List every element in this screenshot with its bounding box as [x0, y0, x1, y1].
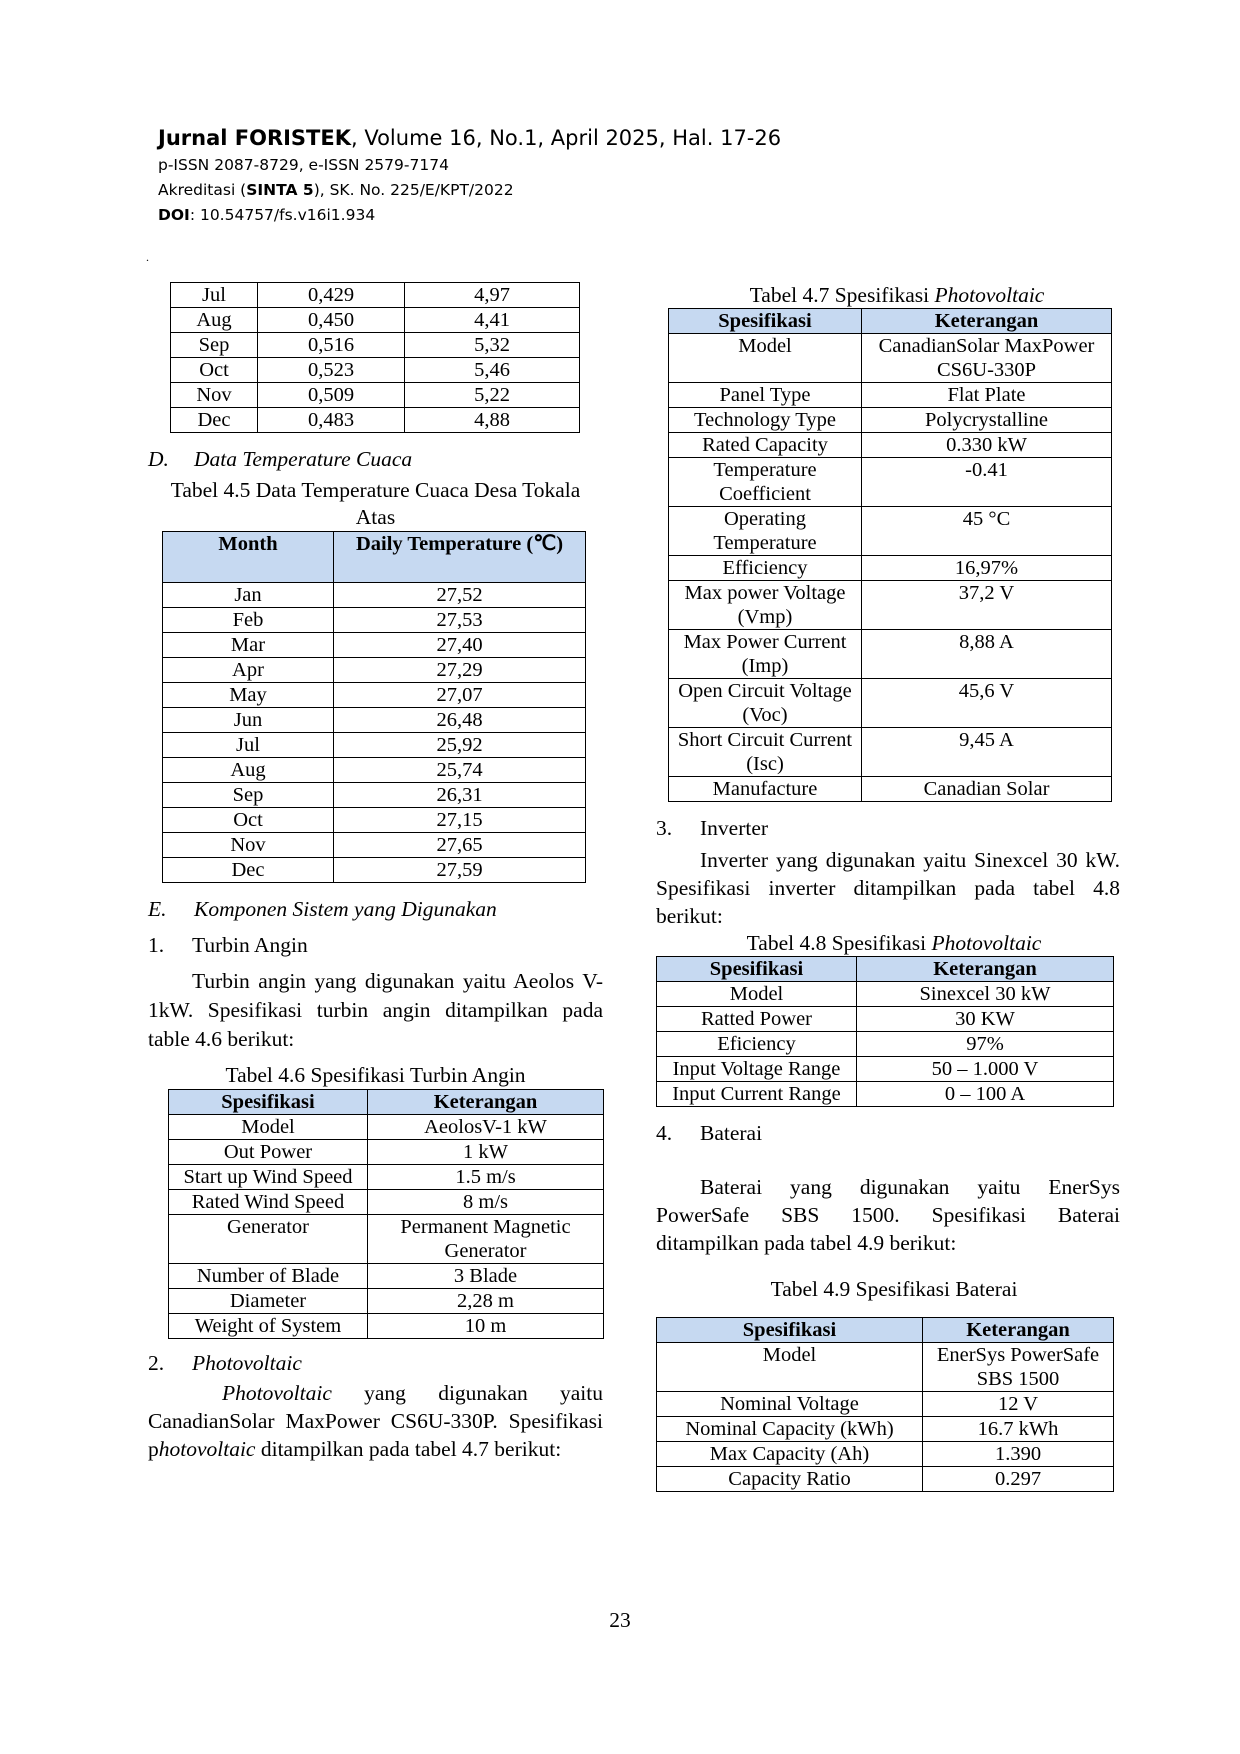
- turbin-paragraph: Turbin angin yang digunakan yaitu Aeolos V- 1kW. Spesifikasi turbin angin ditampilkan pada table 4.6 berikut:: [148, 969, 603, 1051]
- table-cell: Nominal Capacity (kWh): [657, 1417, 923, 1442]
- table-cell: 37,2 V: [862, 581, 1112, 630]
- table-cell: Jan: [163, 583, 334, 608]
- table-cell: Sep: [163, 783, 334, 808]
- table-cell: Nov: [163, 833, 334, 858]
- table-row: [169, 1140, 604, 1165]
- table-row: [669, 458, 1112, 507]
- table-cell: 27,29: [334, 658, 586, 683]
- table48-caption: Tabel 4.8 Spesifikasi Photovoltaic: [746, 931, 1042, 955]
- table46: Spesifikasi Keterangan Model AeolosV-1 kW Out Power 1 kW Start up Wind Speed 1.5 m/s Rated Wind Speed 8 m/s Generator Permanent Magnetic Generator Number of Blade 3 Blade Diameter 2,28 m Weight of System 10 m: [168, 1089, 604, 1339]
- table-cell: Start up Wind Speed: [169, 1165, 368, 1190]
- table-cell: Jul: [163, 733, 334, 758]
- table-cell: Capacity Ratio: [657, 1467, 923, 1492]
- inverter-paragraph: Inverter yang digunakan yaitu Sinexcel 30 kW. Spesifikasi inverter ditampilkan pada tabel 4.8 berikut:: [656, 848, 1120, 928]
- table-cell: 45,6 V: [862, 679, 1112, 728]
- table-row: [169, 1289, 604, 1314]
- table-cell: 27,65: [334, 833, 586, 858]
- table-cell: Flat Plate: [862, 383, 1112, 408]
- section-e-heading: E. Komponen Sistem yang Digunakan: [148, 897, 497, 921]
- baterai-heading: 4. Baterai: [656, 1121, 763, 1145]
- table-cell: 5,32: [405, 333, 580, 358]
- table-cell: 12 V: [923, 1392, 1114, 1417]
- table-row: [171, 283, 580, 308]
- table48: Spesifikasi Keterangan Model Sinexcel 30 kW Ratted Power 30 KW Eficiency 97% Input Voltage Range 50 – 1.000 V Input Current Range 0 – 100 A: [656, 956, 1114, 1107]
- table-cell: Model: [657, 982, 857, 1007]
- journal-volume: , Volume 16, No.1, April 2025, Hal. 17-26: [351, 126, 782, 150]
- table-cell: Aug: [163, 758, 334, 783]
- table-cell: 1.5 m/s: [368, 1165, 604, 1190]
- table-row: [163, 583, 586, 608]
- inverter-heading: 3. Inverter: [656, 816, 769, 840]
- table-cell: 5,22: [405, 383, 580, 408]
- table-cell: Aug: [171, 308, 258, 333]
- table-cell: Input Voltage Range: [657, 1057, 857, 1082]
- table-row: [657, 1343, 1114, 1392]
- table-row: [169, 1264, 604, 1289]
- table-cell: Polycrystalline: [862, 408, 1112, 433]
- table-cell: Max Capacity (Ah): [657, 1442, 923, 1467]
- table-cell: Max Power Current (Imp): [669, 630, 862, 679]
- table-cell: 0,509: [258, 383, 405, 408]
- table-cell: Jul: [171, 283, 258, 308]
- table-row: [163, 858, 586, 883]
- table47-caption: Tabel 4.7 Spesifikasi Photovoltaic: [749, 283, 1045, 307]
- table-cell: Max power Voltage (Vmp): [669, 581, 862, 630]
- table-cell: 27,53: [334, 608, 586, 633]
- table-cell: 16.7 kWh: [923, 1417, 1114, 1442]
- table-cell: 0,429: [258, 283, 405, 308]
- table-cell: Manufacture: [669, 777, 862, 802]
- table-row: [657, 1467, 1114, 1492]
- table45-header-month: Month: [163, 532, 334, 583]
- table-cell: Number of Blade: [169, 1264, 368, 1289]
- table-row: [657, 1082, 1114, 1107]
- table-continued: [170, 282, 580, 433]
- table-row: [171, 308, 580, 333]
- pv-heading: 2. Photovoltaic: [148, 1351, 302, 1375]
- table-row: [163, 608, 586, 633]
- left-column: [148, 282, 603, 1463]
- table-row: [657, 1057, 1114, 1082]
- table45: [162, 531, 586, 883]
- table-cell: 2,28 m: [368, 1289, 604, 1314]
- table-cell: Model: [657, 1343, 923, 1392]
- table-cell: Apr: [163, 658, 334, 683]
- table-cell: 97%: [857, 1032, 1114, 1057]
- table-cell: Efficiency: [669, 556, 862, 581]
- table-row: [669, 383, 1112, 408]
- table-cell: Jun: [163, 708, 334, 733]
- table-cell: 0.297: [923, 1467, 1114, 1492]
- doi: DOI: 10.54757/fs.v16i1.934: [158, 206, 376, 224]
- table-row: [669, 507, 1112, 556]
- table-cell: 50 – 1.000 V: [857, 1057, 1114, 1082]
- table-cell: 4,97: [405, 283, 580, 308]
- table-row: [669, 334, 1112, 383]
- table-cell: Eficiency: [657, 1032, 857, 1057]
- table-cell: Ratted Power: [657, 1007, 857, 1032]
- table-cell: 0 – 100 A: [857, 1082, 1114, 1107]
- table-cell: Technology Type: [669, 408, 862, 433]
- table-cell: AeolosV-1 kW: [368, 1115, 604, 1140]
- table-cell: 10 m: [368, 1314, 604, 1339]
- table-cell: Nov: [171, 383, 258, 408]
- table-cell: 27,59: [334, 858, 586, 883]
- table-cell: -0.41: [862, 458, 1112, 507]
- table-cell: Model: [169, 1115, 368, 1140]
- table-cell: 27,07: [334, 683, 586, 708]
- table45-caption: Tabel 4.5 Data Temperature Cuaca Desa Tokala Atas: [170, 478, 581, 529]
- table46-caption: Tabel 4.6 Spesifikasi Turbin Angin: [225, 1063, 526, 1087]
- table-row: [657, 1032, 1114, 1057]
- table-cell: Oct: [163, 808, 334, 833]
- table-cell: Input Current Range: [657, 1082, 857, 1107]
- table-cell: Oct: [171, 358, 258, 383]
- table-cell: 30 KW: [857, 1007, 1114, 1032]
- table-cell: Model: [669, 334, 862, 383]
- table45-header-temp: Daily Temperature (℃): [334, 532, 586, 583]
- table-cell: Open Circuit Voltage (Voc): [669, 679, 862, 728]
- table-row: [171, 383, 580, 408]
- table-cell: 26,31: [334, 783, 586, 808]
- table-cell: 0,523: [258, 358, 405, 383]
- table-cell: 9,45 A: [862, 728, 1112, 777]
- table-cell: Dec: [163, 858, 334, 883]
- pv-paragraph: Photovoltaic yang digunakan yaitu CanadianSolar MaxPower CS6U-330P. Spesifikasi photovoltaic ditampilkan pada tabel 4.7 berikut:: [148, 1381, 603, 1461]
- table-cell: Feb: [163, 608, 334, 633]
- table-cell: 25,92: [334, 733, 586, 758]
- table-row: [669, 777, 1112, 802]
- table-row: [171, 408, 580, 433]
- table-cell: 27,52: [334, 583, 586, 608]
- table-cell: Mar: [163, 633, 334, 658]
- table-row: [657, 1392, 1114, 1417]
- table-cell: Weight of System: [169, 1314, 368, 1339]
- table-cell: 25,74: [334, 758, 586, 783]
- table-row: [669, 581, 1112, 630]
- table-cell: 8 m/s: [368, 1190, 604, 1215]
- table-cell: Temperature Coefficient: [669, 458, 862, 507]
- table-cell: Operating Temperature: [669, 507, 862, 556]
- table-row: [171, 358, 580, 383]
- table-row: [169, 1190, 604, 1215]
- table-row: [163, 658, 586, 683]
- table-cell: 3 Blade: [368, 1264, 604, 1289]
- table-cell: Canadian Solar: [862, 777, 1112, 802]
- table-cell: May: [163, 683, 334, 708]
- table-row: [171, 333, 580, 358]
- baterai-paragraph: Baterai yang digunakan yaitu EnerSys PowerSafe SBS 1500. Spesifikasi Baterai ditampilkan pada tabel 4.9 berikut:: [656, 1175, 1120, 1255]
- table-cell: 45 °C: [862, 507, 1112, 556]
- table-cell: 1 kW: [368, 1140, 604, 1165]
- accreditation: Akreditasi (SINTA 5), SK. No. 225/E/KPT/2022: [158, 181, 514, 199]
- table-row: [669, 433, 1112, 458]
- table-cell: 0,516: [258, 333, 405, 358]
- table-cell: EnerSys PowerSafe SBS 1500: [923, 1343, 1114, 1392]
- journal-name: Jurnal FORISTEK: [158, 126, 351, 150]
- table-row: [163, 783, 586, 808]
- journal-title: [158, 126, 781, 150]
- table-cell: Sinexcel 30 kW: [857, 982, 1114, 1007]
- right-column: [656, 282, 1124, 1492]
- table-cell: Rated Capacity: [669, 433, 862, 458]
- table-row: [669, 556, 1112, 581]
- section-d-heading: D. Data Temperature Cuaca: [148, 447, 413, 471]
- table-cell: 1.390: [923, 1442, 1114, 1467]
- table-cell: 26,48: [334, 708, 586, 733]
- table-row: [169, 1314, 604, 1339]
- table49: Spesifikasi Keterangan Model EnerSys PowerSafe SBS 1500 Nominal Voltage 12 V Nominal Capacity (kWh) 16.7 kWh Max Capacity (Ah) 1.390 Capacity Ratio 0.297: [656, 1317, 1114, 1492]
- table-row: [669, 630, 1112, 679]
- table-row: [163, 758, 586, 783]
- table-cell: Out Power: [169, 1140, 368, 1165]
- table-cell: Permanent Magnetic Generator: [368, 1215, 604, 1264]
- table-cell: Dec: [171, 408, 258, 433]
- table-cell: 27,15: [334, 808, 586, 833]
- table-cell: 27,40: [334, 633, 586, 658]
- table-cell: Sep: [171, 333, 258, 358]
- table-row: [163, 708, 586, 733]
- table-cell: 4,41: [405, 308, 580, 333]
- stray-dot: .: [146, 250, 149, 264]
- table-row: [169, 1165, 604, 1190]
- table-cell: 4,88: [405, 408, 580, 433]
- table-cell: Panel Type: [669, 383, 862, 408]
- table-row: [657, 1007, 1114, 1032]
- table-cell: 0.330 kW: [862, 433, 1112, 458]
- table-cell: 8,88 A: [862, 630, 1112, 679]
- table-cell: 16,97%: [862, 556, 1112, 581]
- table-cell: 0,450: [258, 308, 405, 333]
- table-cell: 0,483: [258, 408, 405, 433]
- table-row: [163, 683, 586, 708]
- table-row: [657, 1442, 1114, 1467]
- table-cell: CanadianSolar MaxPower CS6U-330P: [862, 334, 1112, 383]
- turbin-heading: 1. Turbin Angin: [148, 933, 308, 957]
- table-row: [669, 679, 1112, 728]
- issn: p-ISSN 2087-8729, e-ISSN 2579-7174: [158, 156, 449, 174]
- table-row: [669, 408, 1112, 433]
- table-row: [169, 1215, 604, 1264]
- table49-caption: Tabel 4.9 Spesifikasi Baterai: [770, 1277, 1018, 1301]
- table47: Spesifikasi Keterangan Model CanadianSolar MaxPower CS6U-330P Panel Type Flat Plate Technology Type Polycrystalline Rated Capacity 0.330 kW Temperature Coefficient -0.41 Operating Temperature 45 °C Efficiency 16,97% Max power Voltage (Vmp) 37,2 V Max Power Current (Imp) 8,88 A Open Circuit Voltage (Voc) 45,6 V Short Circuit Current (Isc) 9,45 A Manufacture Canadian Solar: [668, 308, 1112, 802]
- table-row: [669, 728, 1112, 777]
- table-cell: Rated Wind Speed: [169, 1190, 368, 1215]
- table-row: [169, 1115, 604, 1140]
- page-number: 23: [609, 1608, 631, 1632]
- table-row: [163, 633, 586, 658]
- table-row: [657, 982, 1114, 1007]
- table-row: [163, 833, 586, 858]
- table-cell: Short Circuit Current (Isc): [669, 728, 862, 777]
- table-cell: Nominal Voltage: [657, 1392, 923, 1417]
- table-row: [163, 808, 586, 833]
- table-row: [163, 733, 586, 758]
- table-cell: Generator: [169, 1215, 368, 1264]
- table-cell: 5,46: [405, 358, 580, 383]
- table-row: [657, 1417, 1114, 1442]
- table-cell: Diameter: [169, 1289, 368, 1314]
